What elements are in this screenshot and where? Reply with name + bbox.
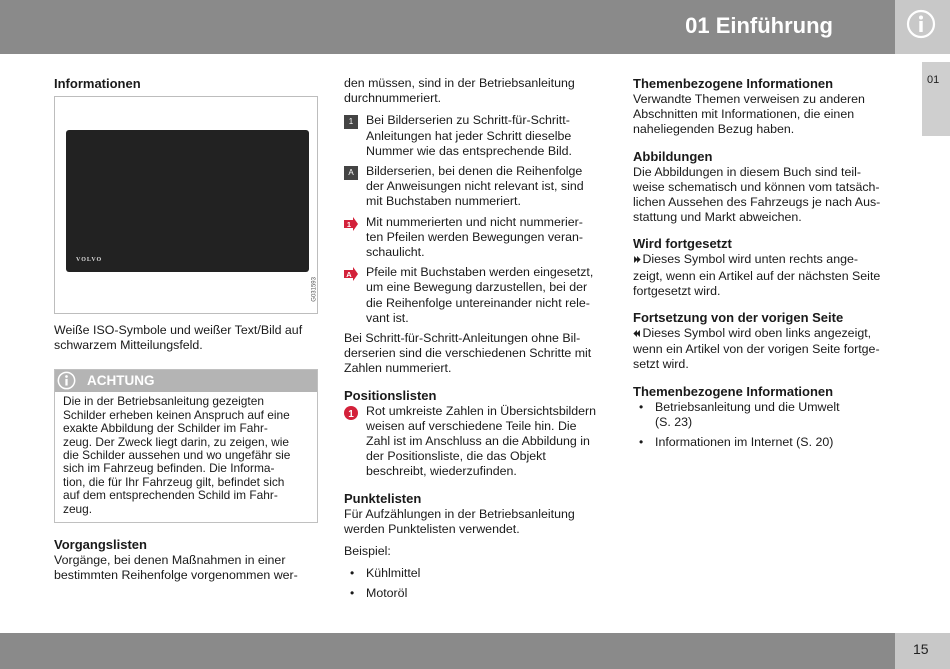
info-icon bbox=[906, 9, 936, 39]
red-letter-arrow-icon bbox=[344, 267, 358, 281]
themen-text: Verwandte Themen verweisen zu anderen Abschnitten mit Informationen, die einen naheliegenden Bezug haben. bbox=[633, 92, 865, 137]
red-number-arrow-icon bbox=[344, 217, 358, 231]
fortsetzung-text: ⏴⏴ Dieses Symbol wird oben links angezeigt, wenn ein Artikel von der vorigen Seite fortge- setzt wird. bbox=[633, 326, 880, 372]
bullet-icon: • bbox=[639, 435, 644, 450]
svg-text:A: A bbox=[346, 270, 352, 280]
chapter-tab[interactable] bbox=[922, 62, 950, 136]
fortgesetzt-text: ⏵⏵ Dieses Symbol wird unten rechts ange- zeigt, wenn ein Artikel auf der nächsten Seite fortgesetzt wird. bbox=[633, 252, 881, 298]
svg-text:1: 1 bbox=[348, 408, 354, 420]
section-heading-punktelisten: Punktelisten bbox=[344, 490, 422, 506]
continue-forward-icon: ⏵⏵ bbox=[633, 255, 639, 267]
section-heading-abbildungen: Abbildungen bbox=[633, 148, 713, 164]
abbildungen-text: Die Abbildungen in diesem Buch sind teil- weise schematisch und können vom tatsäch- lichen Aussehen des Fahrzeugs je nach Aus- stattung und Markt abweichen. bbox=[633, 164, 881, 225]
list-item: 1 Mit nummerierten und nicht nummerier- ten Pfeilen werden Bewegungen veran- schaulicht. bbox=[344, 215, 606, 261]
list-item: 1 Bei Bilderserien zu Schritt-für-Schritt- Anleitungen hat jeder Schritt dieselbe Nummer wie das entsprechende Bild. bbox=[344, 113, 606, 159]
chapter-title: 01 Einführung bbox=[685, 13, 833, 38]
chapter-tab-label: 01 bbox=[927, 74, 940, 86]
punkt-text: Für Aufzählungen in der Betriebsanleitung werden Punktelisten verwendet. bbox=[344, 506, 575, 536]
bullet-item: • Motoröl bbox=[350, 586, 408, 601]
column-2 bbox=[344, 76, 606, 602]
after-text: Bei Schritt-für-Schritt-Anleitungen ohne Bil- derserien sind die verschiedenen Schritte mit Zahlen nummeriert. bbox=[344, 331, 592, 376]
warning-text: Die in der Betriebsanleitung gezeigten Schilder erheben keinen Anspruch auf eine exakte Abbildung der Schilder im Fahr- zeug. Der Zweck liegt darin, zu zeigen, wie die Schilder aussehen und wo ungefähr sie sich im Fahrzeug befinden. Die Informa- tion, die für Ihr Fahrzeug gilt, befindet sich auf dem entsprechenden Schild im Fahr- zeug. bbox=[63, 394, 291, 516]
section-heading-fortgesetzt: Wird fortgesetzt bbox=[633, 236, 732, 252]
list-item: A Pfeile mit Buchstaben werden eingesetzt, um eine Bewegung darzustellen, bei der die Reihenfolge untereinander nicht rele- vant ist. bbox=[344, 265, 606, 326]
section-heading-fortsetzung: Fortsetzung von der vorigen Seite bbox=[633, 310, 844, 326]
red-circle-number-icon bbox=[344, 406, 358, 420]
section-heading-vorgangslisten: Vorgangslisten bbox=[54, 537, 147, 553]
page-number: 15 bbox=[913, 641, 929, 657]
step-number-badge: 1 bbox=[344, 115, 358, 129]
section-heading-themen: Themenbezogene Informationen bbox=[633, 76, 834, 91]
warning-title: ACHTUNG bbox=[87, 373, 155, 389]
page-footer bbox=[0, 633, 895, 669]
svg-text:1: 1 bbox=[346, 219, 352, 229]
page-number-box bbox=[895, 633, 950, 669]
bullet-icon: • bbox=[350, 586, 355, 601]
bullet-icon: • bbox=[639, 399, 644, 414]
section-heading-themen-2: Themenbezogene Informationen bbox=[633, 383, 834, 399]
bullet-item: • Kühlmittel bbox=[350, 566, 421, 581]
volvo-logo: VOLVO bbox=[76, 256, 103, 263]
list-item: A Bilderserien, bei denen die Reihenfolge der Anweisungen nicht relevant ist, sind mit Buchstaben nummeriert. bbox=[344, 164, 606, 210]
image-code: G031593 bbox=[312, 277, 318, 302]
beispiel-label: Beispiel: bbox=[344, 544, 391, 559]
column-3 bbox=[633, 76, 895, 450]
section-heading-informationen: Informationen bbox=[54, 76, 141, 91]
column-1 bbox=[54, 76, 316, 583]
intro-text: den müssen, sind in der Betriebsanleitung durchnummeriert. bbox=[344, 76, 575, 106]
vorgang-text: Vorgänge, bei denen Maßnahmen in einer bestimmten Reihenfolge vorgenommen wer- bbox=[54, 553, 298, 583]
image-caption: Weiße ISO-Symbole und weißer Text/Bild auf schwarzem Mitteilungsfeld. bbox=[54, 323, 303, 353]
warning-box bbox=[54, 369, 318, 523]
page-header bbox=[0, 0, 895, 54]
related-link-item[interactable]: • Informationen im Internet (S. 20) bbox=[639, 435, 834, 450]
message-display-panel bbox=[66, 130, 309, 272]
related-link-item[interactable]: • Betriebsanleitung und die Umwelt (S. 23) bbox=[639, 399, 840, 429]
header-icon-box bbox=[895, 0, 950, 54]
warning-header bbox=[55, 370, 317, 392]
continue-back-icon: ⏴⏴ bbox=[633, 329, 639, 341]
display-illustration bbox=[54, 96, 318, 314]
position-item: 1 Rot umkreiste Zahlen in Übersichtsbildern weisen auf verschiedene Teile hin. Die Zahl ist im Anschluss an die Abbildung in der Positionsliste, die das Objekt beschreibt, wiederzufinden. bbox=[344, 404, 606, 480]
step-letter-badge: A bbox=[344, 166, 358, 180]
bullet-icon: • bbox=[350, 566, 355, 581]
section-heading-positionslisten: Positionslisten bbox=[344, 387, 437, 403]
warning-info-icon bbox=[57, 371, 76, 390]
